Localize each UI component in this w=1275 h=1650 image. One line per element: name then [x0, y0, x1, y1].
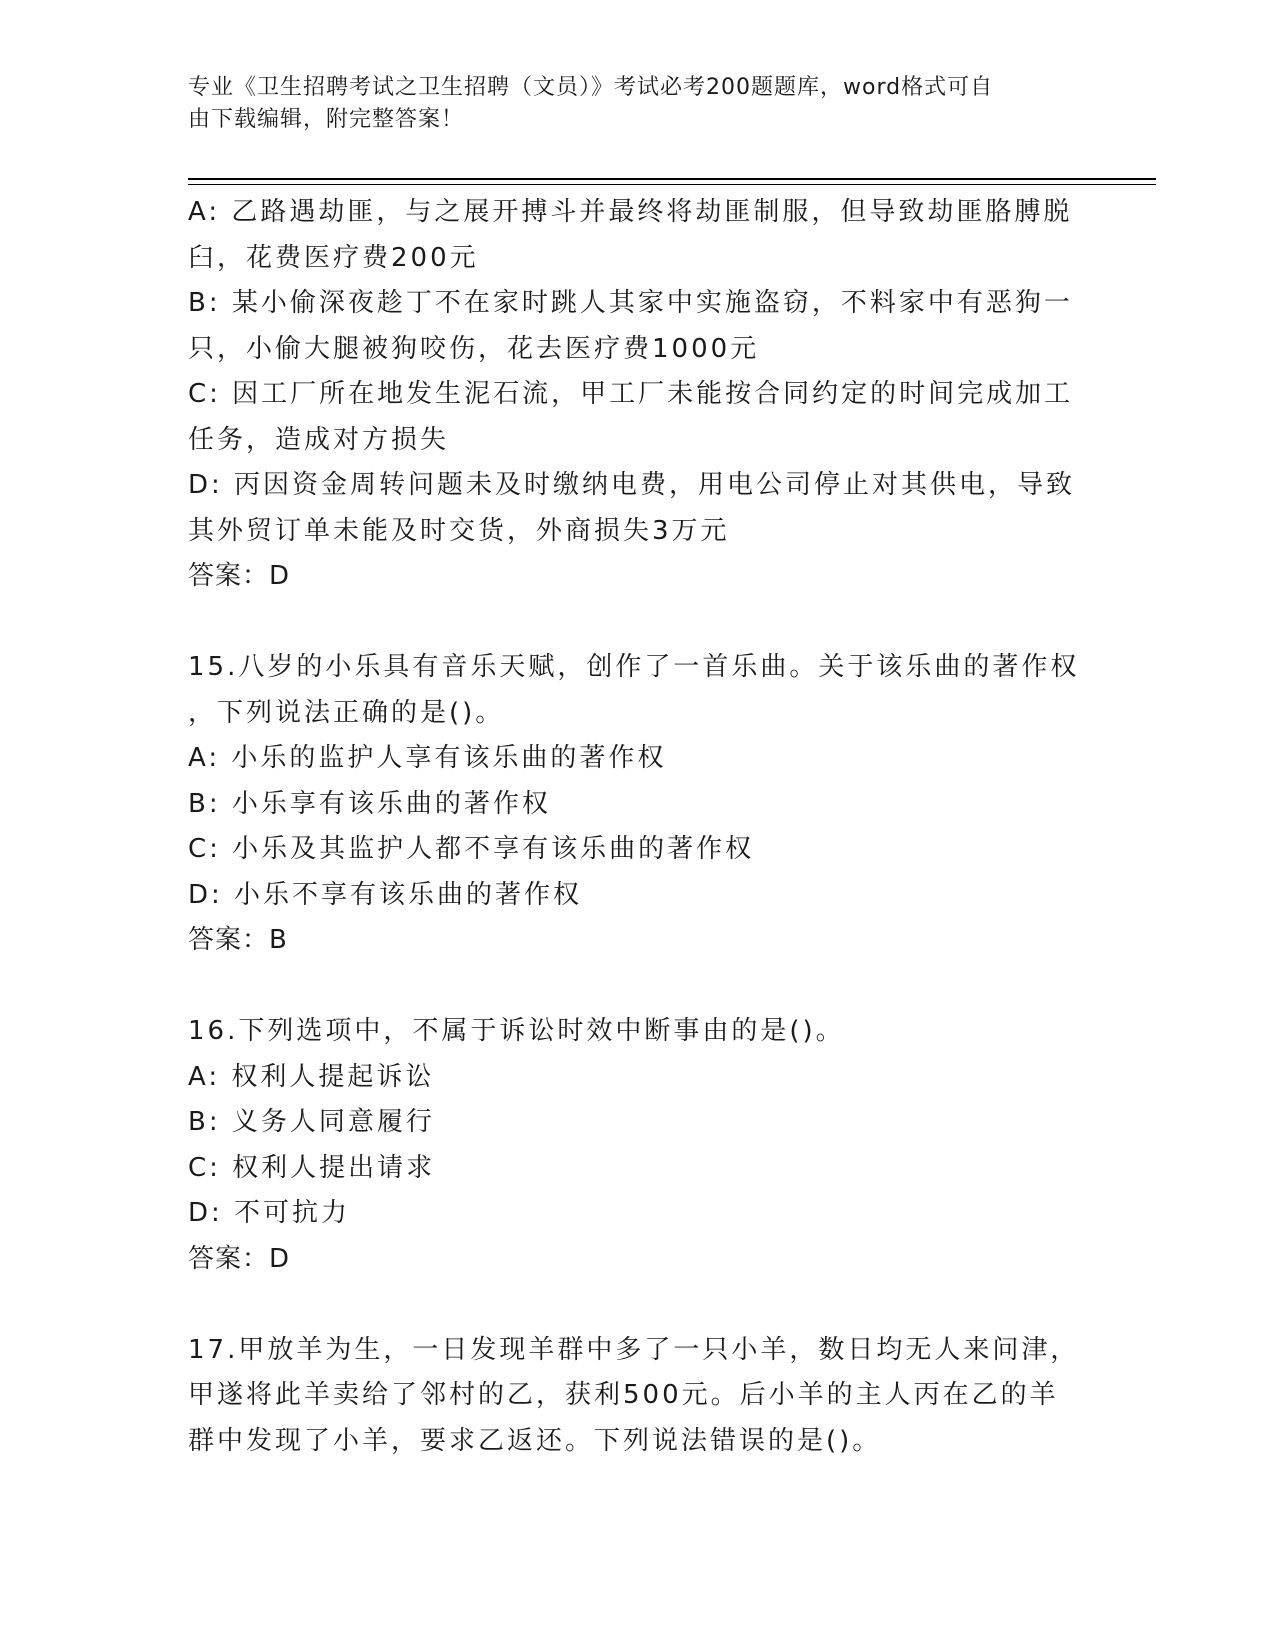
option-b-line-1: B: 某小偷深夜趁丁不在家时跳人其家中实施盗窃，不料家中有恶狗一 — [188, 288, 1073, 318]
option-c-line-2: 任务，造成对方损失 — [188, 424, 450, 455]
question-16-option-b: B: 义务人同意履行 — [188, 1107, 435, 1137]
option-b-line-2: 只，小偷大腿被狗咬伤，花去医疗费1000元 — [188, 333, 760, 364]
question-15-stem-line-2: ，下列说法正确的是()。 — [188, 697, 505, 728]
question-16-option-d: D: 不可抗力 — [188, 1198, 351, 1228]
option-c-line-1: C: 因工厂所在地发生泥石流，甲工厂未能按合同约定的时间完成加工 — [188, 379, 1074, 409]
header-line-1: 专业《卫生招聘考试之卫生招聘（文员）》考试必考200题题库，word格式可自 — [188, 75, 994, 100]
header-rule-thick — [188, 178, 1156, 180]
question-16 — [188, 1009, 1088, 1282]
question-16-option-a: A: 权利人提起诉讼 — [188, 1061, 435, 1092]
header-rule-thin — [188, 184, 1156, 185]
option-a-line-2: 臼，花费医疗费200元 — [188, 242, 479, 273]
question-content — [188, 190, 1088, 1464]
question-17-stem-line-1: 17.甲放羊为生，一日发现羊群中多了一只小羊，数日均无人来问津， — [188, 1334, 1080, 1365]
question-17-stem-line-2: 甲遂将此羊卖给了邻村的乙，获利500元。后小羊的主人丙在乙的羊 — [188, 1380, 1059, 1410]
option-d-line-1: D: 丙因资金周转问题未及时缴纳电费，用电公司停止对其供电，导致 — [188, 470, 1076, 500]
question-15 — [188, 645, 1088, 964]
question-15-option-d: D: 小乐不享有该乐曲的著作权 — [188, 879, 583, 910]
answer-16: 答案：D — [188, 1243, 291, 1274]
question-15-option-a: A: 小乐的监护人享有该乐曲的著作权 — [188, 743, 667, 773]
question-15-option-c: C: 小乐及其监护人都不享有该乐曲的著作权 — [188, 834, 755, 864]
answer-14: 答案：D — [188, 561, 291, 591]
question-16-stem: 16.下列选项中，不属于诉讼时效中断事由的是()。 — [188, 1016, 845, 1046]
spacer — [188, 1282, 1088, 1328]
question-14-options — [188, 190, 1088, 600]
spacer — [188, 964, 1088, 1010]
question-16-option-c: C: 权利人提出请求 — [188, 1152, 436, 1183]
question-17 — [188, 1328, 1088, 1465]
question-17-stem-line-3: 群中发现了小羊，要求乙返还。下列说法错误的是()。 — [188, 1425, 882, 1456]
question-15-option-b: B: 小乐享有该乐曲的著作权 — [188, 788, 551, 819]
document-header — [188, 72, 1068, 136]
question-15-stem-line-1: 15.八岁的小乐具有音乐天赋，创作了一首乐曲。关于该乐曲的著作权 — [188, 652, 1080, 682]
spacer — [188, 600, 1088, 646]
header-line-2: 由下载编辑，附完整答案！ — [188, 107, 465, 132]
option-a-line-1: A: 乙路遇劫匪，与之展开搏斗并最终将劫匪制服，但导致劫匪胳膊脱 — [188, 197, 1073, 227]
option-d-line-2: 其外贸订单未能及时交货，外商损失3万元 — [188, 515, 730, 546]
answer-15: 答案：B — [188, 925, 288, 955]
